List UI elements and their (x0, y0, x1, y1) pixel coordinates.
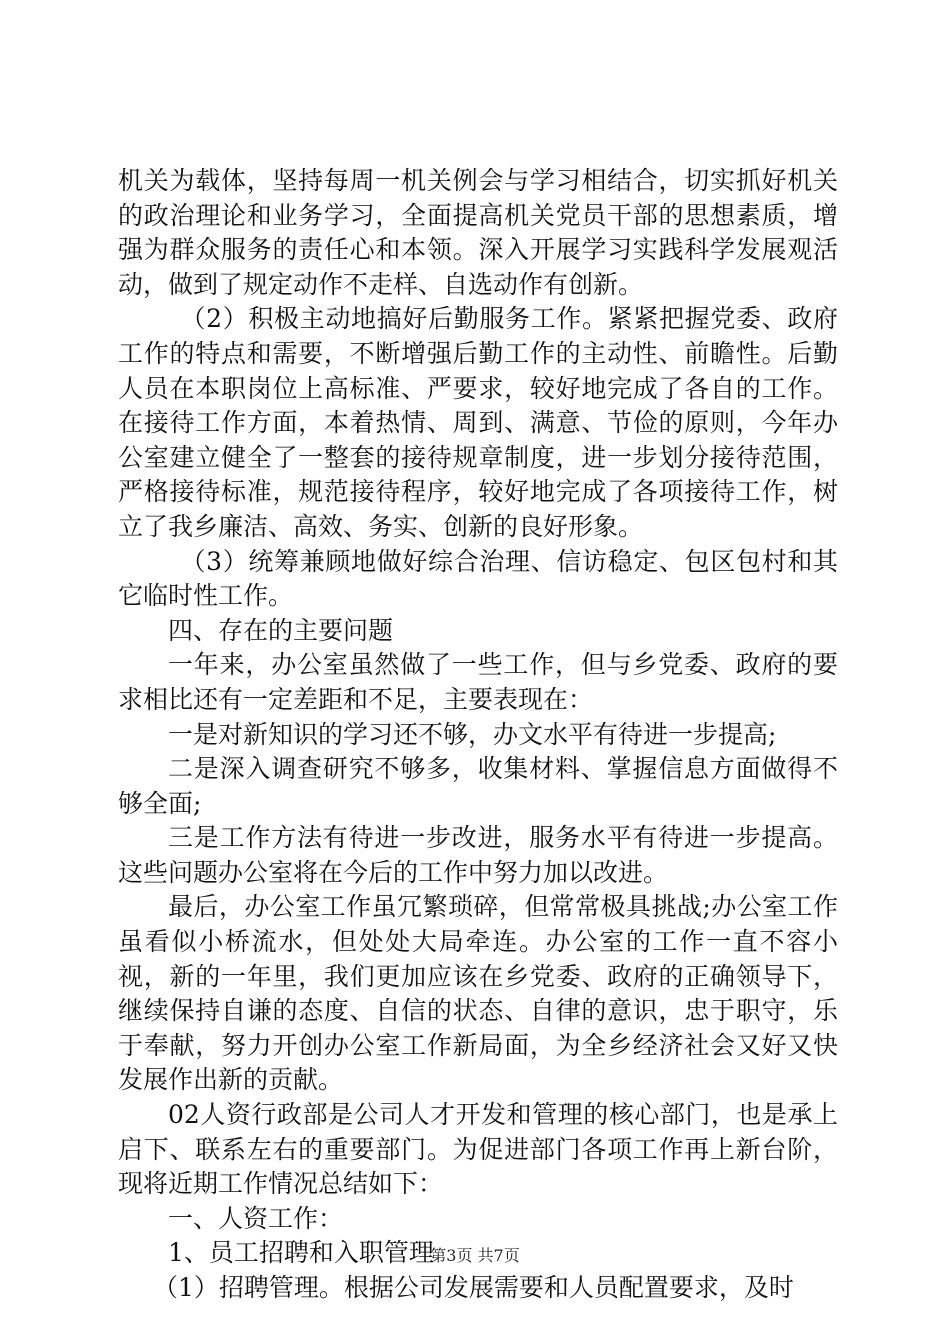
section-heading-problems: 四、存在的主要问题 (168, 615, 394, 645)
section-heading-hr-work: 一、人资工作： (168, 1203, 344, 1233)
paragraph-problem-one: 一是对新知识的学习还不够，办文水平有待进一步提高; (168, 719, 777, 749)
paragraph-hr-intro: 02人资行政部是公司人才开发和管理的核心部门，也是承上启下、联系左右的重要部门。为促进部门各项工作再上新台阶，现将近期工作情况总结如下： (118, 1100, 838, 1199)
paragraph-logistics-service: （2）积极主动地搞好后勤服务工作。紧紧把握党委、政府工作的特点和需要，不断增强后勤工作的主动性、前瞻性。后勤人员在本职岗位上高标准、严要求，较好地完成了各自的工作。在接待工作方面，本着热情、周到、满意、节俭的原则，今年办公室建立健全了一整套的接待规章制度，进一步划分接待范围，严格接待标准，规范接待程序，较好地完成了各项接待工作，树立了我乡廉洁、高效、务实、创新的良好形象。 (118, 304, 838, 541)
paragraph-conclusion: 最后，办公室工作虽冗繁琐碎，但常常极具挑战;办公室工作虽看似小桥流水，但处处大局牵连。办公室的工作一直不容小视，新的一年里，我们更加应该在乡党委、政府的正确领导下，继续保持自谦的态度、自信的状态、自律的意识，忠于职守，乐于奉献，努力开创办公室工作新局面，为全乡经济社会又好又快发展作出新的贡献。 (118, 892, 838, 1095)
paragraph-year-review: 一年来，办公室虽然做了一些工作，但与乡党委、政府的要求相比还有一定差距和不足，主要表现在： (118, 650, 838, 714)
paragraph-cadre-study: 机关为载体，坚持每周一机关例会与学习相结合，切实抓好机关的政治理论和业务学习，全面提高机关党员干部的思想素质，增强为群众服务的责任心和本领。深入开展学习实践科学发展观活动，做到了规定动作不走样、自选动作有创新。 (118, 166, 838, 299)
paragraph-problem-two: 二是深入调查研究不够多，收集材料、掌握信息方面做得不够全面; (118, 754, 838, 818)
paragraph-problem-three: 三是工作方法有待进一步改进，服务水平有待进一步提高。这些问题办公室将在今后的工作中努力加以改进。 (118, 823, 838, 887)
subheading-recruitment: 1、员工招聘和入职管理 (168, 1238, 434, 1268)
document-body (118, 164, 838, 1306)
paragraph-comprehensive-governance: （3）统筹兼顾地做好综合治理、信访稳定、包区包村和其它临时性工作。 (118, 546, 838, 611)
page-number-footer: 第3页 共7页 (430, 1246, 520, 1265)
paragraph-recruitment-management: （1）招聘管理。根据公司发展需要和人员配置要求，及时 (153, 1273, 794, 1302)
